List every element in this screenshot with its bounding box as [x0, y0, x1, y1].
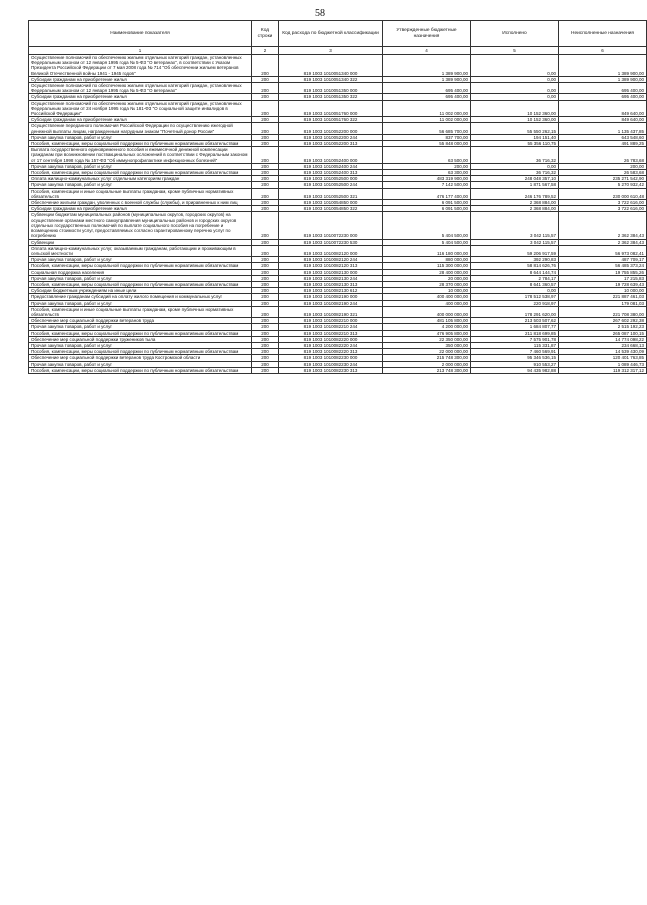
- column-number: 2: [252, 47, 279, 55]
- row-approved: 400 000 000,00: [383, 306, 471, 317]
- row-classification: 819 1003 1010052500 244: [279, 182, 383, 188]
- row-unexecuted: 200,00: [559, 163, 647, 169]
- table-row: [29, 76, 647, 82]
- header-name: Наименование показателя: [29, 21, 252, 47]
- row-executed: 3 042 115,57: [471, 239, 559, 245]
- row-approved: 22 350 000,00: [383, 336, 471, 342]
- row-classification: 819 1003 1010082230 244: [279, 361, 383, 367]
- row-classification: 819 1003 1010052400 244: [279, 163, 383, 169]
- row-executed: 392 290,83: [471, 257, 559, 263]
- row-executed: 0,00: [471, 94, 559, 100]
- row-code: 200: [252, 342, 279, 348]
- row-name: Субвенции бюджетам муниципальных районов (муниципальных округов, городских округов) на осуществление органами местного самоуправления муниципальных районов и городских округов отдельных государственных полномочий по выплате социального пособия на погребение и возмещению стоимости услуг, предоставляемых согласно гарантированному перечню услуг по погребению: [29, 212, 252, 239]
- row-code: 200: [252, 200, 279, 206]
- row-name: Осуществление полномочий по обеспечению жильем отдельных категорий граждан, установленных Федеральным законом от 12 января 1995 года № 5-ФЗ "О ветеранах": [29, 83, 252, 94]
- row-code: 200: [252, 245, 279, 256]
- row-unexecuted: 235 271 542,90: [559, 176, 647, 182]
- row-approved: 2 000 000,00: [383, 361, 471, 367]
- row-unexecuted: 2 362 384,43: [559, 239, 647, 245]
- row-code: 200: [252, 349, 279, 355]
- row-code: 200: [252, 318, 279, 324]
- row-name: Субсидии гражданам на приобретение жилья: [29, 76, 252, 82]
- header-unexecuted: Неисполненные назначения: [559, 21, 647, 47]
- row-classification: 819 1003 1010082120 313: [279, 263, 383, 269]
- row-classification: 819 1003 1010051350 000: [279, 83, 383, 94]
- row-executed: 0,00: [471, 76, 559, 82]
- row-classification: 819 1003 1010082220 000: [279, 336, 383, 342]
- row-approved: 695 400,00: [383, 83, 471, 94]
- row-name: Прочая закупка товаров, работ и услуг: [29, 163, 252, 169]
- row-classification: 819 1003 1010052200 313: [279, 141, 383, 147]
- row-executed: 10 152 360,00: [471, 117, 559, 123]
- row-unexecuted: 1 089 446,73: [559, 361, 647, 367]
- row-executed: 2 368 884,00: [471, 200, 559, 206]
- row-code: 200: [252, 355, 279, 361]
- row-classification: 819 1003 1010082210 244: [279, 324, 383, 330]
- row-unexecuted: 849 640,00: [559, 117, 647, 123]
- row-unexecuted: 14 539 430,09: [559, 349, 647, 355]
- row-approved: 20 000,00: [383, 275, 471, 281]
- row-code: 200: [252, 170, 279, 176]
- column-number: 6: [559, 47, 647, 55]
- row-approved: 483 319 900,00: [383, 176, 471, 182]
- row-unexecuted: 643 548,60: [559, 134, 647, 140]
- row-code: 200: [252, 257, 279, 263]
- row-name: Субсидии гражданам на приобретение жилья: [29, 117, 252, 123]
- row-classification: 819 1003 1010072230 000: [279, 212, 383, 239]
- row-classification: 819 1003 1010052500 321: [279, 188, 383, 199]
- row-unexecuted: 2 515 192,23: [559, 324, 647, 330]
- row-approved: 400 000,00: [383, 300, 471, 306]
- row-unexecuted: 2 362 384,43: [559, 212, 647, 239]
- row-name: Оплата жилищно-коммунальных услуг отдельным категориям граждан: [29, 176, 252, 182]
- row-code: 200: [252, 100, 279, 117]
- table-row: [29, 117, 647, 123]
- row-classification: 819 1003 1010052500 000: [279, 176, 383, 182]
- row-executed: 211 818 699,85: [471, 330, 559, 336]
- row-name: Пособия, компенсации, меры социальной поддержки по публичным нормативным обязательствам: [29, 367, 252, 373]
- row-classification: 819 1003 1010082120 000: [279, 245, 383, 256]
- row-approved: 213 748 300,00: [383, 367, 471, 373]
- table-row: [29, 200, 647, 206]
- row-unexecuted: 19 755 855,26: [559, 269, 647, 275]
- row-name: Пособия, компенсации, меры социальной поддержки по публичным нормативным обязательствам: [29, 263, 252, 269]
- row-executed: 194 151,40: [471, 134, 559, 140]
- row-classification: 819 1003 1010051760 000: [279, 100, 383, 117]
- row-unexecuted: 221 708 380,00: [559, 306, 647, 317]
- row-code: 200: [252, 176, 279, 182]
- row-unexecuted: 230 000 610,48: [559, 188, 647, 199]
- row-classification: 819 1003 1010072230 530: [279, 239, 383, 245]
- row-approved: 837 700,00: [383, 134, 471, 140]
- row-name: Пособия, компенсации, меры социальной поддержки по публичным нормативным обязательствам: [29, 281, 252, 287]
- row-name: Прочая закупка товаров, работ и услуг: [29, 361, 252, 367]
- row-classification: 819 1003 1010052400 000: [279, 147, 383, 164]
- row-executed: 0,00: [471, 83, 559, 94]
- table-row: [29, 176, 647, 182]
- row-code: 200: [252, 288, 279, 294]
- row-unexecuted: 1 389 900,00: [559, 55, 647, 77]
- row-name: Прочая закупка товаров, работ и услуг: [29, 134, 252, 140]
- row-approved: 28 400 000,00: [383, 269, 471, 275]
- row-code: 200: [252, 330, 279, 336]
- row-code: 200: [252, 94, 279, 100]
- row-name: Прочая закупка товаров, работ и услуг: [29, 324, 252, 330]
- table-row: [29, 336, 647, 342]
- row-code: 200: [252, 123, 279, 134]
- row-name: Прочая закупка товаров, работ и услуг: [29, 257, 252, 263]
- row-executed: 58 814 626,76: [471, 263, 559, 269]
- budget-execution-table: [28, 20, 647, 374]
- row-approved: 7 142 500,00: [383, 182, 471, 188]
- row-code: 200: [252, 367, 279, 373]
- row-unexecuted: 10 000,00: [559, 288, 647, 294]
- table-row: [29, 245, 647, 256]
- row-approved: 350 000,00: [383, 342, 471, 348]
- row-classification: 819 1003 1010052200 000: [279, 123, 383, 134]
- row-classification: 819 1003 1010082130 244: [279, 275, 383, 281]
- row-approved: 116 180 000,00: [383, 245, 471, 256]
- row-name: Пособия, компенсации, меры социальной поддержки по публичным нормативным обязательствам: [29, 170, 252, 176]
- row-classification: 819 1003 1010082210 000: [279, 318, 383, 324]
- row-name: Прочая закупка товаров, работ и услуг: [29, 300, 252, 306]
- row-name: Субсидии бюджетным учреждениям на иные цели: [29, 288, 252, 294]
- row-approved: 695 400,00: [383, 94, 471, 100]
- table-row: [29, 318, 647, 324]
- table-row: [29, 100, 647, 117]
- table-row: [29, 83, 647, 94]
- table-row: [29, 306, 647, 317]
- row-name: Пособия, компенсации, меры социальной поддержки по публичным нормативным обязательствам: [29, 141, 252, 147]
- row-approved: 5 404 500,00: [383, 239, 471, 245]
- row-code: 200: [252, 324, 279, 330]
- row-code: 200: [252, 269, 279, 275]
- row-name: Прочая закупка товаров, работ и услуг: [29, 342, 252, 348]
- row-unexecuted: 5 270 932,42: [559, 182, 647, 188]
- row-name: Осуществление переданного полномочия Российской Федерации по осуществлению ежегодной денежной выплаты лицам, награжденным нагрудным знаком "Почетный донор России": [29, 123, 252, 134]
- row-classification: 819 1003 1010082230 000: [279, 355, 383, 361]
- row-classification: 819 1003 1010082190 321: [279, 306, 383, 317]
- table-row: [29, 188, 647, 199]
- row-name: Социальная поддержка населения: [29, 269, 252, 275]
- row-code: 200: [252, 294, 279, 300]
- row-classification: 819 1003 1010082220 244: [279, 342, 383, 348]
- row-name: Осуществление полномочий по обеспечению жильем отдельных категорий граждан, установленных Федеральным законом от 24 ноября 1995 года № 181-ФЗ "О социальной защите инвалидов в Российской Федерации": [29, 100, 252, 117]
- table-row: [29, 55, 647, 77]
- row-executed: 178 291 620,00: [471, 306, 559, 317]
- row-approved: 55 848 000,00: [383, 141, 471, 147]
- row-classification: 819 1003 1010052200 244: [279, 134, 383, 140]
- row-executed: 2 784,17: [471, 275, 559, 281]
- row-approved: 11 002 000,00: [383, 100, 471, 117]
- row-approved: 22 000 000,00: [383, 349, 471, 355]
- row-code: 200: [252, 83, 279, 94]
- row-unexecuted: 3 722 616,00: [559, 206, 647, 212]
- row-approved: 476 905 800,00: [383, 330, 471, 336]
- row-executed: 36 716,32: [471, 170, 559, 176]
- row-code: 200: [252, 212, 279, 239]
- table-row: [29, 170, 647, 176]
- row-classification: 819 1003 1010082190 000: [279, 294, 383, 300]
- row-executed: 246 176 789,52: [471, 188, 559, 199]
- row-classification: 819 1003 1010082230 313: [279, 367, 383, 373]
- row-code: 200: [252, 182, 279, 188]
- table-row: [29, 367, 647, 373]
- row-name: Предоставление гражданам субсидий на оплату жилого помещения и коммунальных услуг: [29, 294, 252, 300]
- row-executed: 10 152 360,00: [471, 100, 559, 117]
- row-code: 200: [252, 141, 279, 147]
- column-number: 3: [279, 47, 383, 55]
- row-name: Пособия, компенсации, меры социальной поддержки по публичным нормативным обязательствам: [29, 349, 252, 355]
- row-executed: 8 644 144,74: [471, 269, 559, 275]
- row-approved: 10 000,00: [383, 288, 471, 294]
- table-row: [29, 288, 647, 294]
- row-unexecuted: 119 312 317,12: [559, 367, 647, 373]
- row-name: Обеспечение мер социальной поддержки ветеранов труда Костромской области: [29, 355, 252, 361]
- row-code: 200: [252, 306, 279, 317]
- row-executed: 55 356 110,75: [471, 141, 559, 147]
- row-executed: 55 550 262,15: [471, 123, 559, 134]
- row-approved: 215 748 300,00: [383, 355, 471, 361]
- row-approved: 880 000,00: [383, 257, 471, 263]
- table-row: [29, 294, 647, 300]
- row-unexecuted: 26 583,68: [559, 170, 647, 176]
- row-code: 200: [252, 76, 279, 82]
- row-code: 200: [252, 361, 279, 367]
- row-classification: 819 1003 1010051340 000: [279, 55, 383, 77]
- row-code: 200: [252, 134, 279, 140]
- row-classification: 819 1003 1010054850 322: [279, 206, 383, 212]
- row-approved: 115 300 000,00: [383, 263, 471, 269]
- row-name: Обеспечение мер социальной поддержки ветеранов труда: [29, 318, 252, 324]
- row-classification: 819 1003 1010082190 244: [279, 300, 383, 306]
- row-unexecuted: 26 783,68: [559, 147, 647, 164]
- table-row: [29, 263, 647, 269]
- row-executed: 220 918,97: [471, 300, 559, 306]
- row-executed: 1 871 567,58: [471, 182, 559, 188]
- row-classification: 819 1003 1010082210 313: [279, 330, 383, 336]
- row-name: Обеспечение мер социальной поддержки тружеников тыла: [29, 336, 252, 342]
- row-approved: 481 105 800,00: [383, 318, 471, 324]
- row-classification: 819 1003 1010051340 322: [279, 76, 383, 82]
- table-row: [29, 94, 647, 100]
- row-unexecuted: 3 722 616,00: [559, 200, 647, 206]
- row-unexecuted: 491 889,25: [559, 141, 647, 147]
- row-unexecuted: 17 215,83: [559, 275, 647, 281]
- table-row: [29, 330, 647, 336]
- row-executed: 36 716,32: [471, 147, 559, 164]
- row-name: Субсидии гражданам на приобретение жилья: [29, 94, 252, 100]
- row-approved: 63 500,00: [383, 147, 471, 164]
- row-approved: 1 389 900,00: [383, 76, 471, 82]
- row-approved: 5 404 500,00: [383, 212, 471, 239]
- table-row: [29, 123, 647, 134]
- row-name: Пособия, компенсации, меры социальной поддержки по публичным нормативным обязательствам: [29, 330, 252, 336]
- row-approved: 6 091 500,00: [383, 200, 471, 206]
- header-executed: Исполнено: [471, 21, 559, 47]
- row-approved: 400 400 000,00: [383, 294, 471, 300]
- row-name: Прочая закупка товаров, работ и услуг: [29, 182, 252, 188]
- row-unexecuted: 265 087 100,15: [559, 330, 647, 336]
- row-classification: 819 1003 1010082130 313: [279, 281, 383, 287]
- row-code: 200: [252, 147, 279, 164]
- row-unexecuted: 849 640,00: [559, 100, 647, 117]
- row-unexecuted: 14 774 098,22: [559, 336, 647, 342]
- row-executed: 178 512 538,97: [471, 294, 559, 300]
- row-executed: 3 042 115,57: [471, 212, 559, 239]
- row-code: 200: [252, 206, 279, 212]
- row-unexecuted: 120 401 763,85: [559, 355, 647, 361]
- row-code: 200: [252, 300, 279, 306]
- row-code: 200: [252, 188, 279, 199]
- row-executed: 59 206 917,59: [471, 245, 559, 256]
- row-executed: 248 048 357,10: [471, 176, 559, 182]
- row-classification: 819 1003 1010082130 612: [279, 288, 383, 294]
- row-unexecuted: 487 709,17: [559, 257, 647, 263]
- row-code: 200: [252, 336, 279, 342]
- row-executed: 910 553,27: [471, 361, 559, 367]
- row-executed: 7 575 901,78: [471, 336, 559, 342]
- row-code: 200: [252, 55, 279, 77]
- row-unexecuted: 695 400,00: [559, 94, 647, 100]
- row-code: 200: [252, 281, 279, 287]
- row-executed: 1 684 807,77: [471, 324, 559, 330]
- column-number: 1: [29, 47, 252, 55]
- row-classification: 819 1003 1010082130 000: [279, 269, 383, 275]
- row-unexecuted: 19 728 639,43: [559, 281, 647, 287]
- row-classification: 819 1003 1010082220 313: [279, 349, 383, 355]
- table-row: [29, 147, 647, 164]
- row-executed: 0,00: [471, 288, 559, 294]
- row-name: Пособия, компенсации и иные социальные выплаты гражданам, кроме публичных нормативных обязательств: [29, 188, 252, 199]
- row-unexecuted: 1 135 437,85: [559, 123, 647, 134]
- table-row: [29, 349, 647, 355]
- row-executed: 2 368 884,00: [471, 206, 559, 212]
- row-executed: 7 460 569,91: [471, 349, 559, 355]
- row-classification: 819 1003 1010051350 322: [279, 94, 383, 100]
- row-classification: 819 1003 1010082120 244: [279, 257, 383, 263]
- row-name: Пособия, компенсации и иные социальные выплаты гражданам, кроме публичных нормативных обязательств: [29, 306, 252, 317]
- row-classification: 819 1003 1010051760 322: [279, 117, 383, 123]
- row-executed: 0,00: [471, 163, 559, 169]
- row-unexecuted: 179 081,03: [559, 300, 647, 306]
- row-executed: 95 346 536,15: [471, 355, 559, 361]
- row-approved: 28 370 000,00: [383, 281, 471, 287]
- column-number: 5: [471, 47, 559, 55]
- row-approved: 476 177 400,00: [383, 188, 471, 199]
- row-unexecuted: 695 400,00: [559, 83, 647, 94]
- row-executed: 8 641 360,57: [471, 281, 559, 287]
- row-approved: 11 002 000,00: [383, 117, 471, 123]
- header-classification: Код расхода по бюджетной классификации: [279, 21, 383, 47]
- row-code: 200: [252, 163, 279, 169]
- row-executed: 94 435 982,88: [471, 367, 559, 373]
- row-name: Субсидии гражданам на приобретение жилья: [29, 206, 252, 212]
- header-approved: Утвержденные бюджетные назначения: [383, 21, 471, 47]
- row-approved: 4 200 000,00: [383, 324, 471, 330]
- row-name: Осуществление полномочий по обеспечению жильем отдельных категорий граждан, установленных Федеральным законом от 12 января 1995 года № 5-ФЗ "О ветеранах", в соответствии с Указом Президента Российской Федерации от 7 мая 2008 года № 714 "Об обеспечении жильем ветеранов Великой Отечественной войны 1941 - 1945 годов": [29, 55, 252, 77]
- row-name: Выплата государственного единовременного пособия и ежемесячной денежной компенсации гражданам при возникновении поствакцинальных осложнений в соответствии с Федеральным законом от 17 сентября 1998 года № 157-ФЗ "Об иммунопрофилактике инфекционных болезней": [29, 147, 252, 164]
- row-unexecuted: 221 887 461,03: [559, 294, 647, 300]
- column-number: 4: [383, 47, 471, 55]
- row-code: 200: [252, 275, 279, 281]
- row-approved: 1 389 900,00: [383, 55, 471, 77]
- row-executed: 115 331,87: [471, 342, 559, 348]
- page-number: 58: [315, 8, 325, 19]
- row-code: 200: [252, 263, 279, 269]
- header-code: Код строки: [252, 21, 279, 47]
- row-approved: 6 091 500,00: [383, 206, 471, 212]
- row-name: Прочая закупка товаров, работ и услуг: [29, 275, 252, 281]
- row-unexecuted: 1 389 900,00: [559, 76, 647, 82]
- row-unexecuted: 56 485 373,24: [559, 263, 647, 269]
- table-header-row: [29, 21, 647, 47]
- table-row: [29, 212, 647, 239]
- row-name: Оплата жилищно-коммунальных услуг, оказываемым гражданам, работающим и проживающим в сельской местности: [29, 245, 252, 256]
- row-name: Обеспечение жильем граждан, уволенных с военной службы (службы), и приравненных к ним лиц: [29, 200, 252, 206]
- row-executed: 213 503 507,62: [471, 318, 559, 324]
- row-approved: 200,00: [383, 163, 471, 169]
- row-code: 200: [252, 239, 279, 245]
- row-unexecuted: 267 602 292,38: [559, 318, 647, 324]
- row-code: 200: [252, 117, 279, 123]
- row-classification: 819 1003 1010052400 313: [279, 170, 383, 176]
- row-executed: 0,00: [471, 55, 559, 77]
- table-row: [29, 141, 647, 147]
- table-row: [29, 281, 647, 287]
- row-classification: 819 1003 1010054850 000: [279, 200, 383, 206]
- row-approved: 63 300,00: [383, 170, 471, 176]
- column-number-row: [29, 47, 647, 55]
- row-name: Субвенции: [29, 239, 252, 245]
- row-approved: 56 685 700,00: [383, 123, 471, 134]
- row-unexecuted: 56 973 082,41: [559, 245, 647, 256]
- table-row: [29, 355, 647, 361]
- row-unexecuted: 234 668,13: [559, 342, 647, 348]
